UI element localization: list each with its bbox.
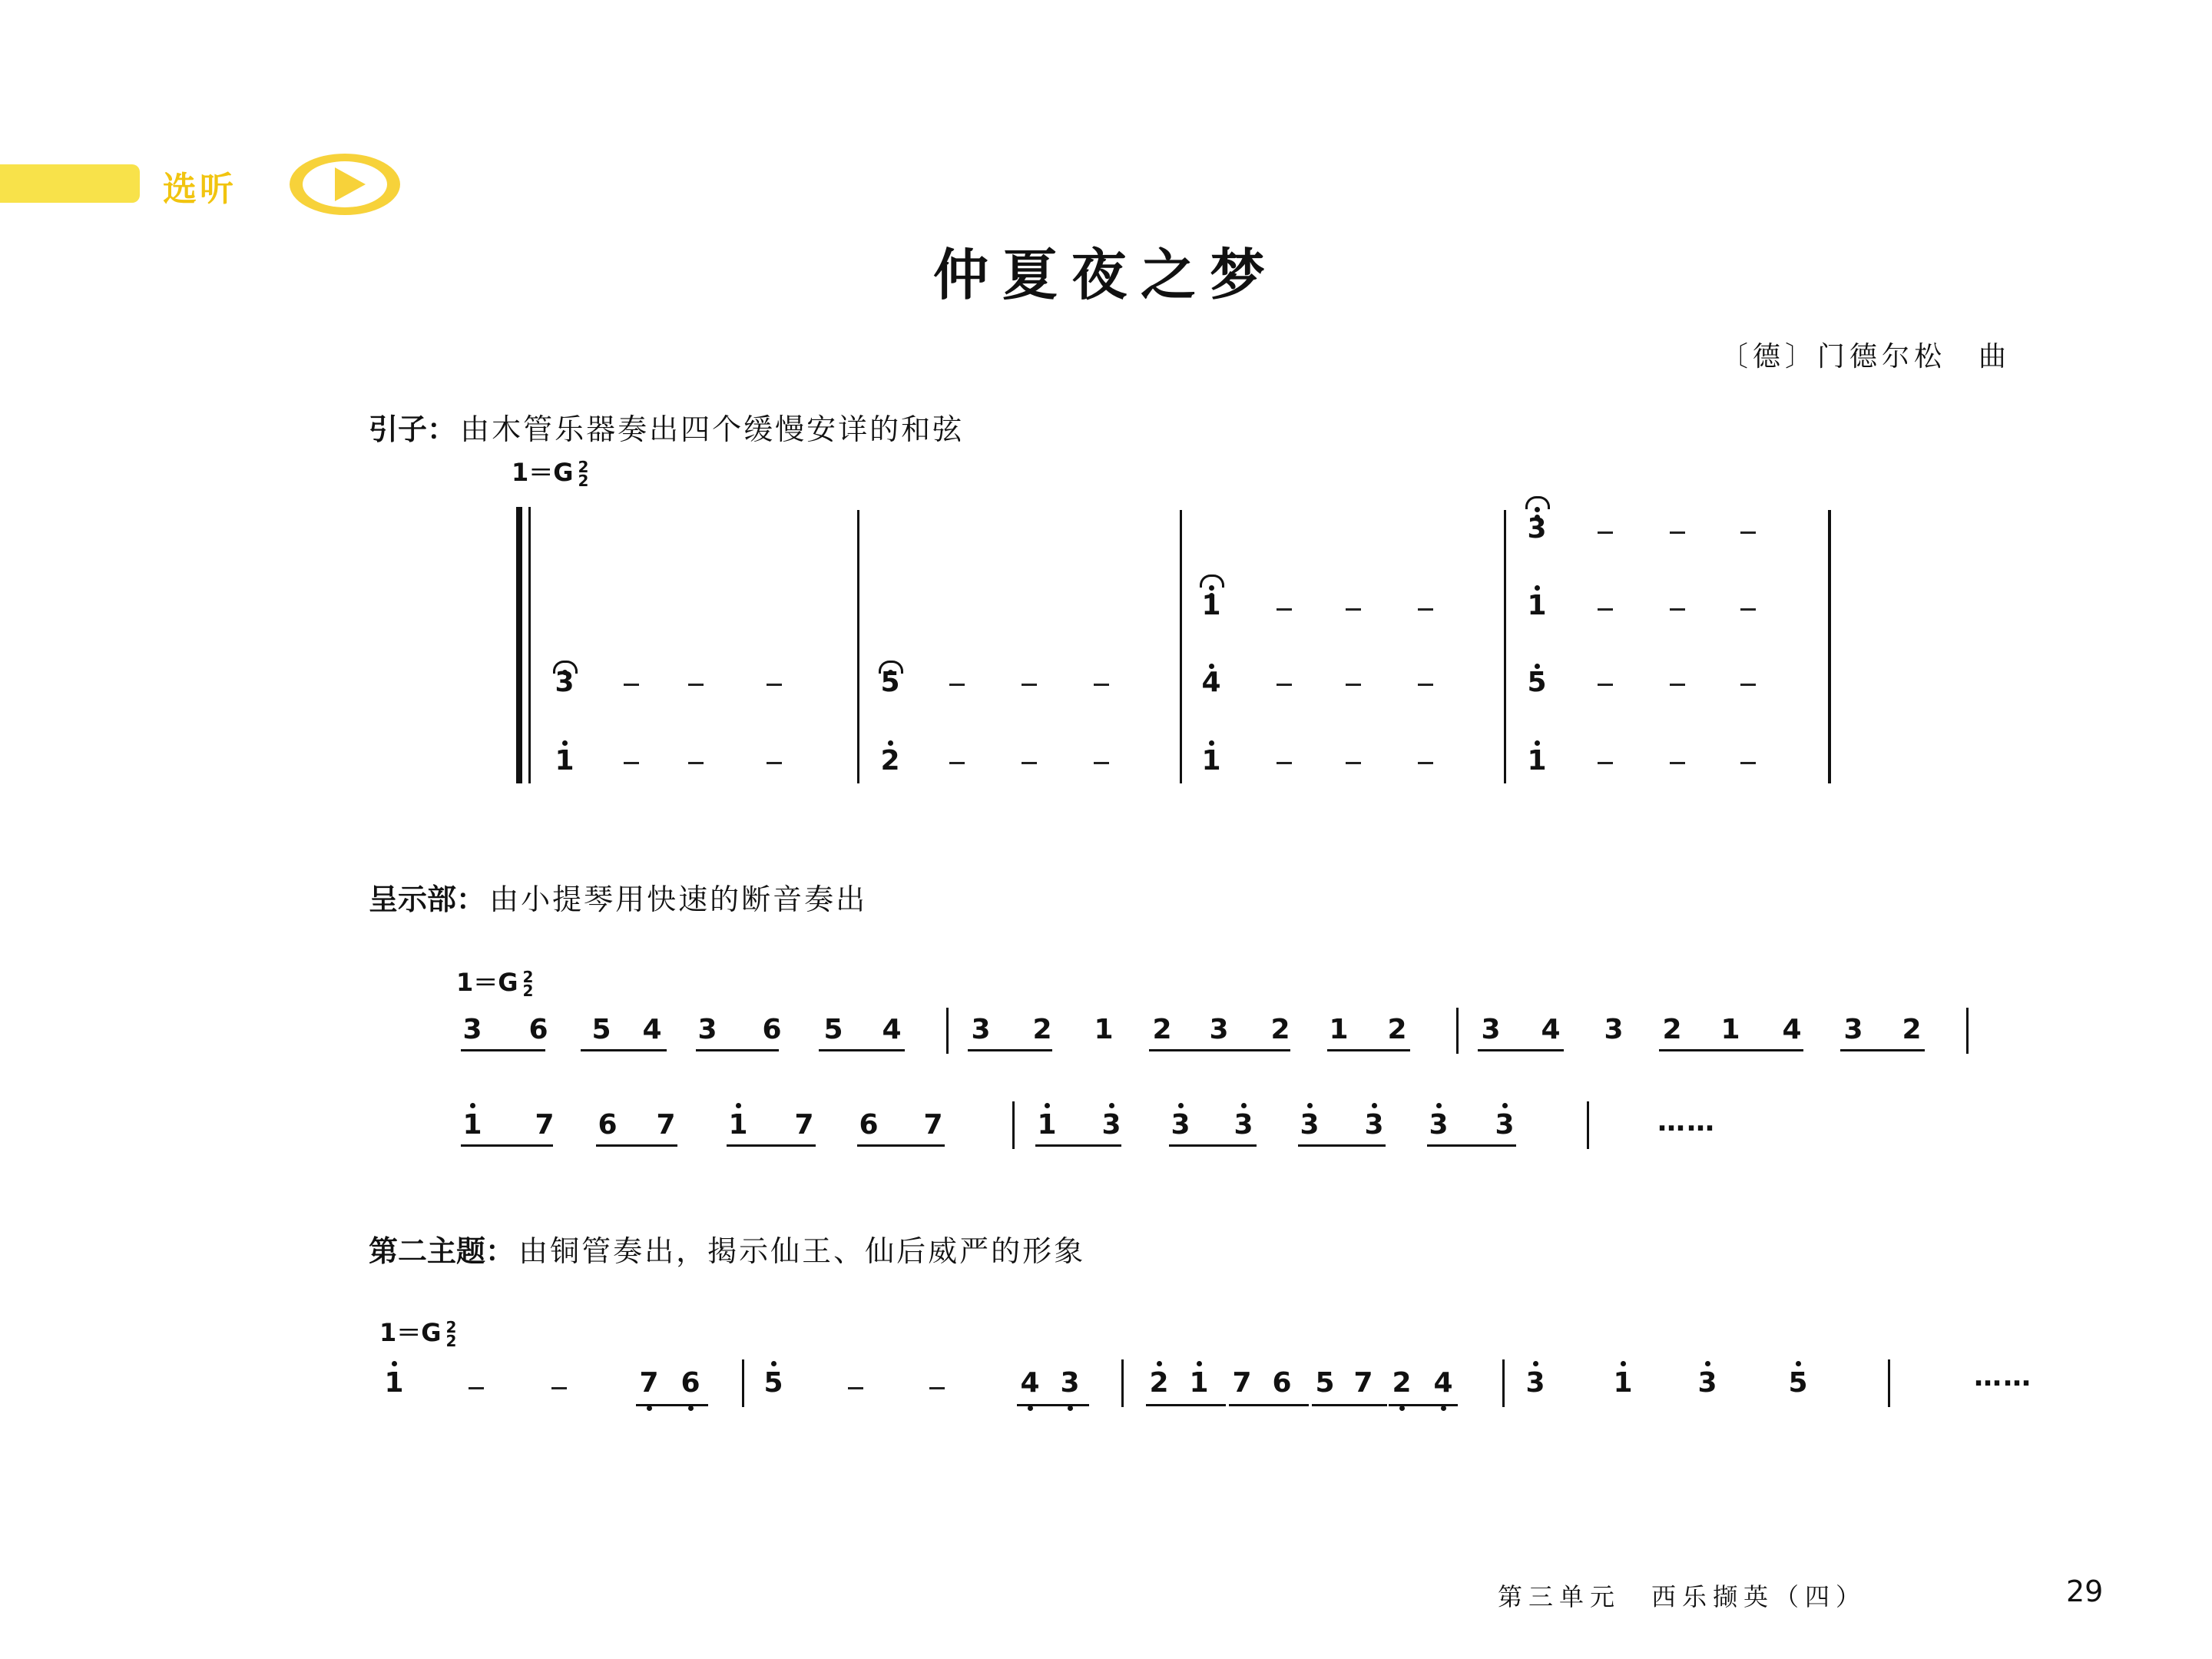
intro-m1-note-1: 1	[555, 745, 575, 777]
expo2-note-0: 1	[462, 1109, 482, 1141]
theme2-note-2-low-dot	[688, 1406, 694, 1411]
theme2-note-12: 2	[1392, 1367, 1412, 1399]
expo2-note-7: 7	[923, 1109, 943, 1141]
expo1-note-1: 6	[528, 1014, 548, 1045]
theme2-note-13-low-dot	[1441, 1406, 1446, 1411]
theme2-beam-3	[1229, 1404, 1309, 1406]
theme2-note-5-low-dot	[1068, 1406, 1073, 1411]
expo1-note-12: 3	[1209, 1014, 1229, 1045]
expo1-note-6: 5	[823, 1014, 843, 1045]
theme2-note-17-octave-dot	[1796, 1361, 1801, 1366]
theme2-note-0: 1	[384, 1367, 404, 1399]
theme2-note-1: 7	[639, 1367, 659, 1399]
exposition-time-top: 2	[522, 968, 534, 986]
expo1-note-15: 2	[1387, 1014, 1407, 1045]
theme2-description: 由铜管奏出，揭示仙王、仙后威严的形象	[518, 1234, 1086, 1268]
page-number: 29	[2066, 1575, 2104, 1608]
theme2-note-16-octave-dot	[1705, 1361, 1710, 1366]
theme2-barline-0	[742, 1359, 744, 1407]
intro-description: 由木管乐器奏出四个缓慢安详的和弦	[460, 412, 965, 446]
theme2-note-13: 4	[1433, 1367, 1453, 1399]
page-title: 仲夏夜之梦	[932, 242, 1279, 307]
theme2-note-6: 2	[1149, 1367, 1169, 1399]
theme2-note-8: 7	[1232, 1367, 1252, 1399]
expo2-note-14: 3	[1429, 1109, 1449, 1141]
intro-m4-note-1-high: 1	[1527, 590, 1547, 621]
theme2-beam-1	[1017, 1404, 1089, 1406]
theme2-note-4-low-dot	[1028, 1406, 1033, 1411]
theme2-note-1-low-dot	[647, 1406, 652, 1411]
theme2-note-4: 4	[1020, 1367, 1040, 1399]
expo2-note-13: 3	[1364, 1109, 1384, 1141]
theme2-note-15: 1	[1613, 1367, 1633, 1399]
expo2-note-4: 1	[728, 1109, 748, 1141]
exposition-description: 由小提琴用快速的断音奏出	[489, 882, 868, 916]
expo2-note-11: 3	[1233, 1109, 1253, 1141]
theme2-note-3-octave-dot	[771, 1361, 777, 1366]
theme2-beam-5	[1389, 1404, 1458, 1406]
expo2-note-1: 7	[535, 1109, 555, 1141]
theme2-dash-0	[469, 1387, 484, 1389]
theme2-barline-3	[1888, 1359, 1890, 1407]
expo2-note-9: 3	[1101, 1109, 1121, 1141]
expo1-note-2: 5	[591, 1014, 611, 1045]
expo1-note-21: 4	[1782, 1014, 1802, 1045]
expo2-note-12: 3	[1300, 1109, 1320, 1141]
theme2-beam-0	[636, 1404, 708, 1406]
expo1-note-5: 6	[762, 1014, 782, 1045]
theme2-note-6-octave-dot	[1157, 1361, 1162, 1366]
expo1-note-11: 2	[1152, 1014, 1172, 1045]
intro-time-top: 2	[578, 458, 589, 476]
expo2-note-8: 1	[1037, 1109, 1057, 1141]
theme2-beam-2	[1146, 1404, 1226, 1406]
expo2-note-10: 3	[1171, 1109, 1190, 1141]
intro-m4-note-5: 5	[1527, 667, 1547, 698]
intro-label: 引子：	[369, 412, 457, 446]
intro-m3-note-1: 1	[1201, 745, 1221, 777]
theme2-note-2: 6	[680, 1367, 700, 1399]
theme2-note-17: 5	[1788, 1367, 1808, 1399]
intro-m2-note-2: 2	[880, 745, 900, 777]
expo2-note-2: 6	[598, 1109, 618, 1141]
expo1-note-20: 1	[1720, 1014, 1740, 1045]
theme2-note-15-octave-dot	[1621, 1361, 1626, 1366]
theme2-dash-3	[929, 1387, 945, 1389]
intro-m4-note-1: 1	[1527, 745, 1547, 777]
exposition-label: 呈示部：	[369, 882, 486, 916]
expo1-note-14: 1	[1329, 1014, 1349, 1045]
theme2-note-11: 7	[1353, 1367, 1373, 1399]
expo1-note-4: 3	[697, 1014, 717, 1045]
theme2-note-7-octave-dot	[1197, 1361, 1202, 1366]
intro-key: 1＝G	[512, 458, 574, 487]
theme2-note-9: 6	[1272, 1367, 1292, 1399]
expo1-note-3: 4	[642, 1014, 662, 1045]
theme2-note-3: 5	[763, 1367, 783, 1399]
expo2-note-3: 7	[656, 1109, 676, 1141]
exposition-time-bottom: 2	[522, 982, 534, 1000]
intro-m4-note-3: 3	[1527, 513, 1547, 545]
expo1-note-7: 4	[882, 1014, 902, 1045]
theme2-beam-4	[1312, 1404, 1387, 1406]
theme2-time-bottom: 2	[445, 1332, 457, 1350]
exposition-key: 1＝G	[456, 968, 518, 997]
expo1-note-22: 3	[1843, 1014, 1863, 1045]
expo1-note-0: 3	[462, 1014, 482, 1045]
expo1-note-17: 4	[1541, 1014, 1561, 1045]
intro-m2-note-5: 5	[880, 667, 900, 698]
intro-m1-note-3: 3	[555, 667, 575, 698]
theme2-note-14: 3	[1525, 1367, 1545, 1399]
theme2-note-12-low-dot	[1399, 1406, 1405, 1411]
intro-m3-note-1-high: 1	[1201, 590, 1221, 621]
expo1-note-8: 3	[971, 1014, 991, 1045]
theme2-note-14-octave-dot	[1533, 1361, 1538, 1366]
expo2-note-15: 3	[1495, 1109, 1515, 1141]
theme2-dash-2	[848, 1387, 863, 1389]
expo1-note-19: 2	[1662, 1014, 1682, 1045]
expo1-note-16: 3	[1481, 1014, 1501, 1045]
theme2-barline-2	[1502, 1359, 1505, 1407]
theme2-dash-1	[551, 1387, 567, 1389]
expo1-note-23: 2	[1902, 1014, 1922, 1045]
theme2-note-7: 1	[1189, 1367, 1209, 1399]
composer-credit: 〔德〕门德尔松 曲	[1720, 341, 2011, 373]
exposition-ellipsis: ……	[1657, 1106, 1716, 1137]
theme2-note-10: 5	[1315, 1367, 1335, 1399]
theme2-label: 第二主题：	[369, 1234, 515, 1268]
theme2-key: 1＝G	[379, 1318, 442, 1347]
theme2-ellipsis: ……	[1974, 1361, 2032, 1392]
theme2-note-16: 3	[1697, 1367, 1717, 1399]
expo1-note-10: 1	[1094, 1014, 1114, 1045]
expo2-note-6: 6	[859, 1109, 879, 1141]
footer-unit-title: 第三单元 西乐撷英（四）	[1498, 1582, 1867, 1611]
intro-time-bottom: 2	[578, 472, 589, 490]
theme2-note-0-octave-dot	[392, 1361, 397, 1366]
expo1-note-13: 2	[1270, 1014, 1290, 1045]
intro-m3-note-4: 4	[1201, 667, 1221, 698]
theme2-barline-1	[1121, 1359, 1124, 1407]
expo2-note-5: 7	[794, 1109, 814, 1141]
theme2-note-5: 3	[1060, 1367, 1080, 1399]
expo1-note-9: 2	[1032, 1014, 1052, 1045]
expo1-note-18: 3	[1604, 1014, 1624, 1045]
listen-label: 选听	[163, 170, 237, 209]
theme2-time-top: 2	[445, 1318, 457, 1336]
